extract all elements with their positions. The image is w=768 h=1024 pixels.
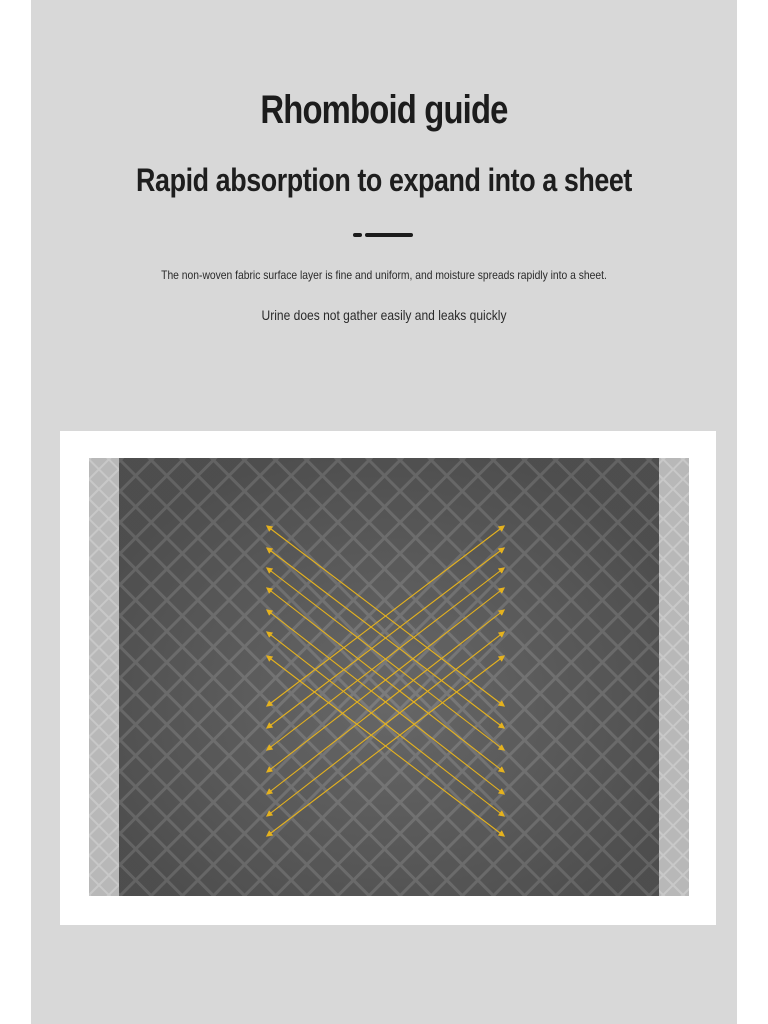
divider-dot	[353, 233, 362, 237]
description-line-2: Urine does not gather easily and leaks quickly	[261, 307, 507, 323]
pad-texture-photo	[89, 458, 689, 896]
divider-bar	[365, 233, 413, 237]
page-subtitle: Rapid absorption to expand into a sheet	[136, 162, 632, 198]
description-line-1: The non-woven fabric surface layer is fine and uniform, and moisture spreads rapidly into a sheet.	[161, 268, 607, 282]
page-title: Rhomboid guide	[260, 88, 508, 132]
product-photo-frame	[60, 431, 716, 925]
